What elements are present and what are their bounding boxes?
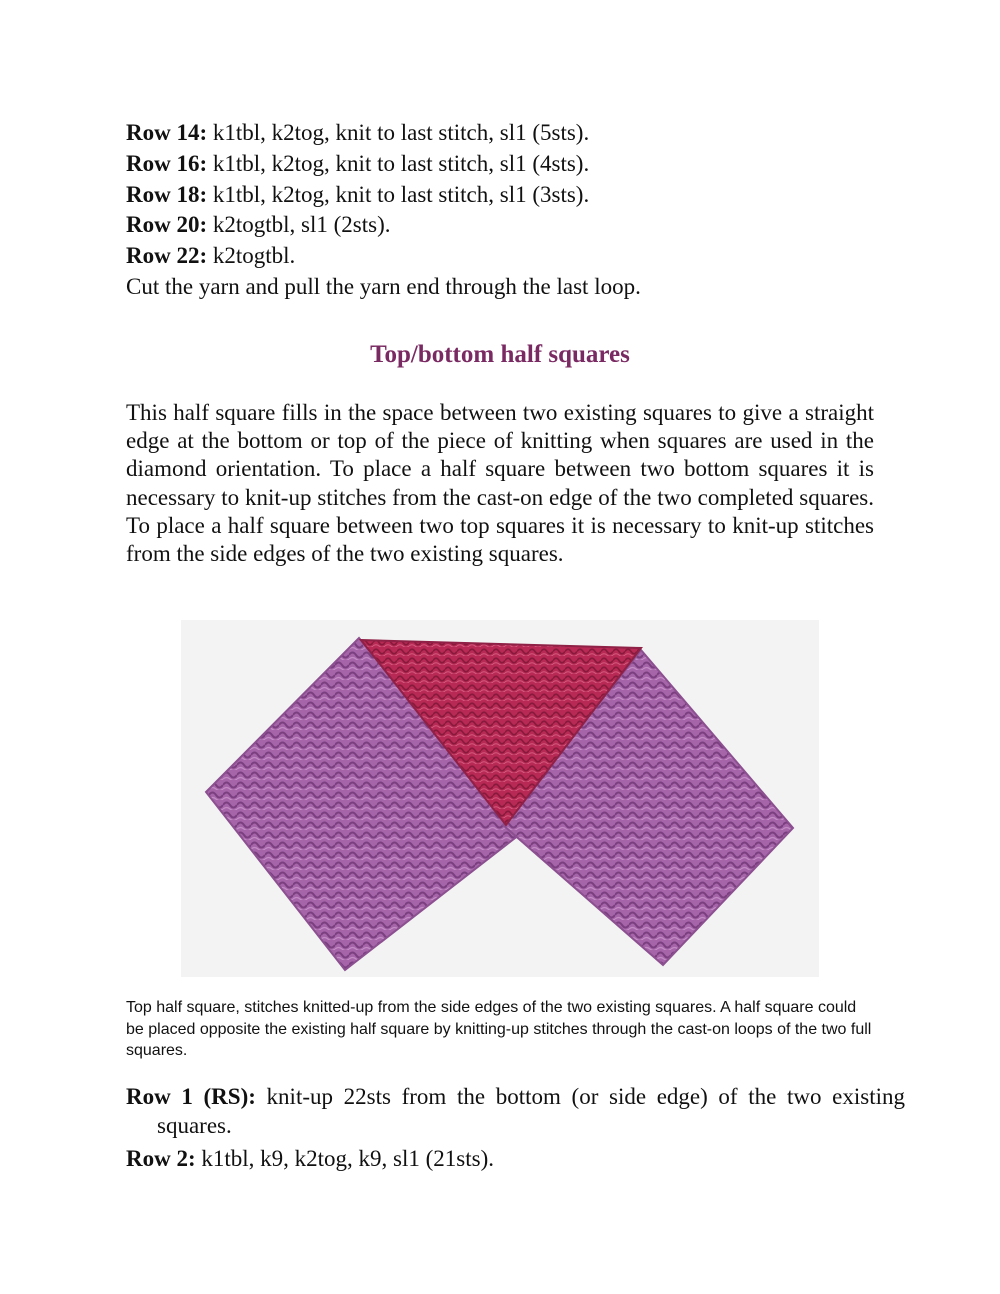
row-20-instruction [126,209,886,240]
row-label: Row 16: [126,151,208,176]
row-label: Row 22: [126,243,208,268]
row-text: k2togtbl, sl1 (2sts). [207,212,391,237]
row-label: Row 1 (RS): [126,1084,256,1109]
row-label: Row 14: [126,120,208,145]
row-2-instruction [126,1143,494,1174]
row-22-instruction [126,240,886,271]
row-1-instruction [126,1083,905,1140]
row-14-instruction [126,117,886,148]
section-heading: Top/bottom half squares [370,341,630,368]
row-18-instruction [126,179,886,210]
row-text: k1tbl, k2tog, knit to last stitch, sl1 (5sts). [207,120,590,145]
row-label: Row 2: [126,1146,196,1171]
row-text: k1tbl, k2tog, knit to last stitch, sl1 (4sts). [207,151,590,176]
knitting-photo [181,620,819,977]
row-text: knit-up 22sts from the bottom (or side edge) of the two existing squares. [157,1084,905,1138]
knitted-squares-illustration [181,620,819,977]
row-text: k2togtbl. [207,243,296,268]
row-16-instruction [126,148,886,179]
row-label: Row 18: [126,182,208,207]
photo-caption: Top half square, stitches knitted-up from the side edges of the two existing squares. A half square could be placed opposite the existing half square by knitting-up stitches through the cast-on loops of the two full squares. [126,999,872,1059]
cut-yarn-instruction: Cut the yarn and pull the yarn end through the last loop. [126,274,641,299]
row-text: k1tbl, k9, k2tog, k9, sl1 (21sts). [195,1146,495,1171]
row-label: Row 20: [126,212,208,237]
intro-paragraph: This half square fills in the space between two existing squares to give a straight edge at the bottom or top of the piece of knitting when squares are used in the diamond orientation. To place a half square between two bottom squares it is necessary to knit-up stitches from the cast-on edge of the two completed squares. To place a half square between two top squares it is necessary to knit-up stitches from the side edges of the two existing squares. [126,400,874,567]
row-text: k1tbl, k2tog, knit to last stitch, sl1 (3sts). [207,182,590,207]
